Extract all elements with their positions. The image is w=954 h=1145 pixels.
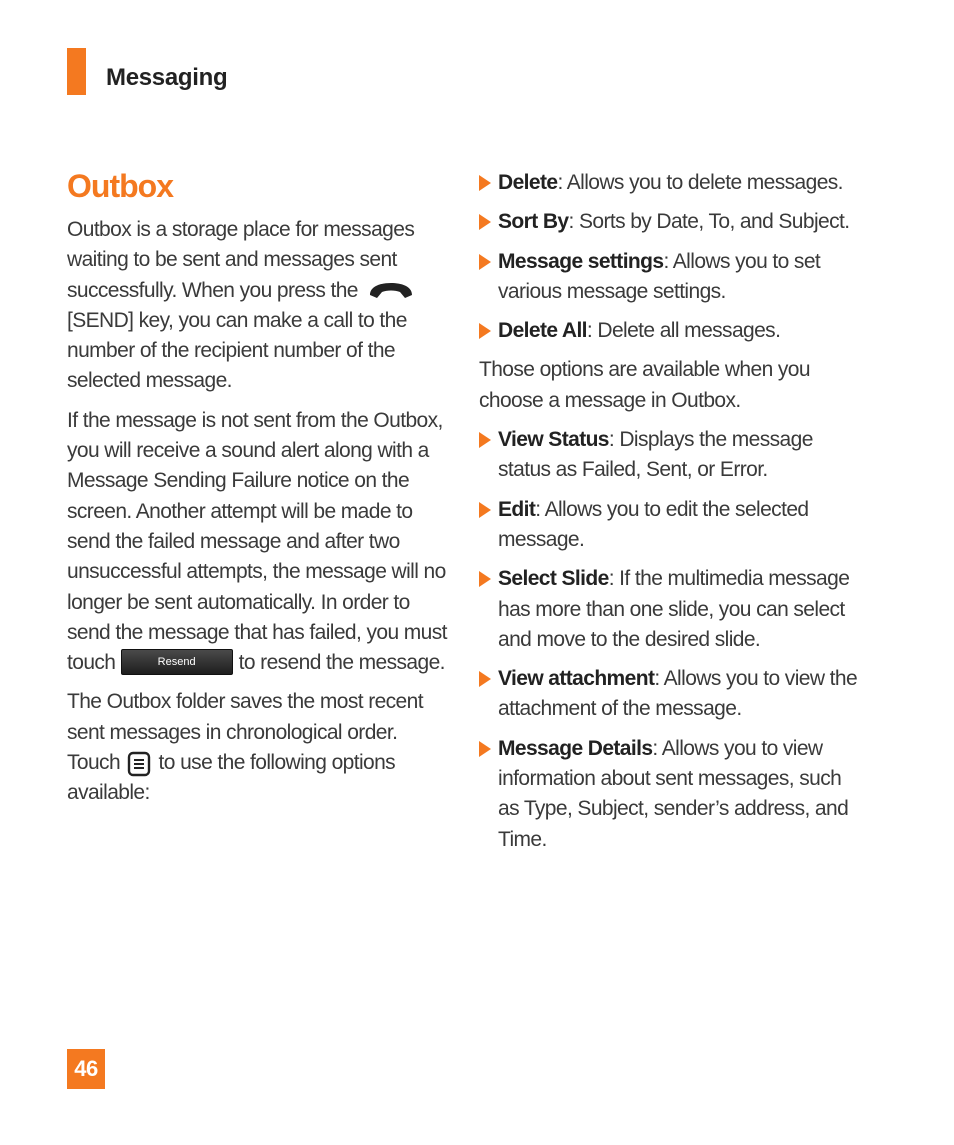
failure-text-b: to resend the message. [238,651,445,675]
right-column [479,168,864,864]
option-desc: : Allows you to delete messages. [557,171,843,194]
option-desc: : Allows you to edit the selected message. [498,497,809,551]
bullet-arrow-icon [479,571,491,587]
section-marker [67,48,86,95]
options-note: Those options are available when you choose a message in Outbox. [479,358,810,412]
option-message-settings [479,247,864,308]
option-desc: : Allows you to view information about sent messages, such as Type, Subject, sender’s address, and Time. [498,736,849,851]
failure-text-a: If the message is not sent from the Outbox, you will receive a sound alert along with a Message Sending Failure notice on the screen. Another attempt will be made to send the failed message and after two unsuccessful attempts, the message will no longer be sent automatically. In order to send the message that has failed, you must touch [67,408,447,675]
bullet-arrow-icon [479,671,491,687]
option-sort-by [479,207,864,237]
left-column [67,215,447,818]
option-desc: : Displays the message status as Failed, Sent, or Error. [498,428,813,482]
option-term: View attachment [498,667,655,691]
phone-send-icon [367,281,415,301]
bullet-arrow-icon [479,214,491,230]
option-select-slide [479,564,864,655]
option-term: Edit [498,497,536,521]
option-desc: : Allows you to view the attachment of the message. [498,667,858,721]
option-delete [479,168,864,198]
option-message-details [479,734,864,855]
option-term: Message settings [498,249,664,273]
section-title: Messaging [106,64,228,91]
option-edit [479,495,864,556]
menu-icon [127,751,151,777]
option-view-attachment [479,664,864,725]
resend-button[interactable]: Resend [121,649,233,675]
option-term: View Status [498,428,609,452]
bullet-arrow-icon [479,254,491,270]
option-term: Delete All [498,319,587,343]
option-term: Sort By [498,210,569,234]
intro-text-b: [SEND] key, you can make a call to the number of the recipient number of the selected message. [67,308,407,393]
option-term: Message Details [498,736,653,760]
folder-text-b: to use the following options available: [67,751,396,805]
intro-text-a: Outbox is a storage place for messages waiting to be sent and messages sent successfully. When you press the [67,218,415,302]
option-desc: : Delete all messages. [586,319,781,343]
bullet-arrow-icon [479,502,491,518]
paragraph-folder [67,687,447,808]
option-desc: : Sorts by Date, To, and Subject. [568,210,850,234]
folder-text-a: The Outbox folder saves the most recent sent messages in chronological order. Touch [67,690,423,775]
option-delete-all [479,316,864,346]
bullet-arrow-icon [479,432,491,448]
option-term: Select Slide [498,567,609,591]
page-number: 46 [67,1049,105,1089]
option-desc: : If the multimedia message has more than one slide, you can select and move to the desired slide. [498,567,850,651]
paragraph-failure [67,406,447,679]
option-term: Delete [498,171,558,194]
page-heading: Outbox [67,168,173,204]
bullet-arrow-icon [479,323,491,339]
option-desc: : Allows you to set various message settings. [498,249,821,303]
paragraph-outbox-intro [67,215,447,397]
bullet-arrow-icon [479,175,491,191]
bullet-arrow-icon [479,741,491,757]
option-view-status [479,425,864,486]
